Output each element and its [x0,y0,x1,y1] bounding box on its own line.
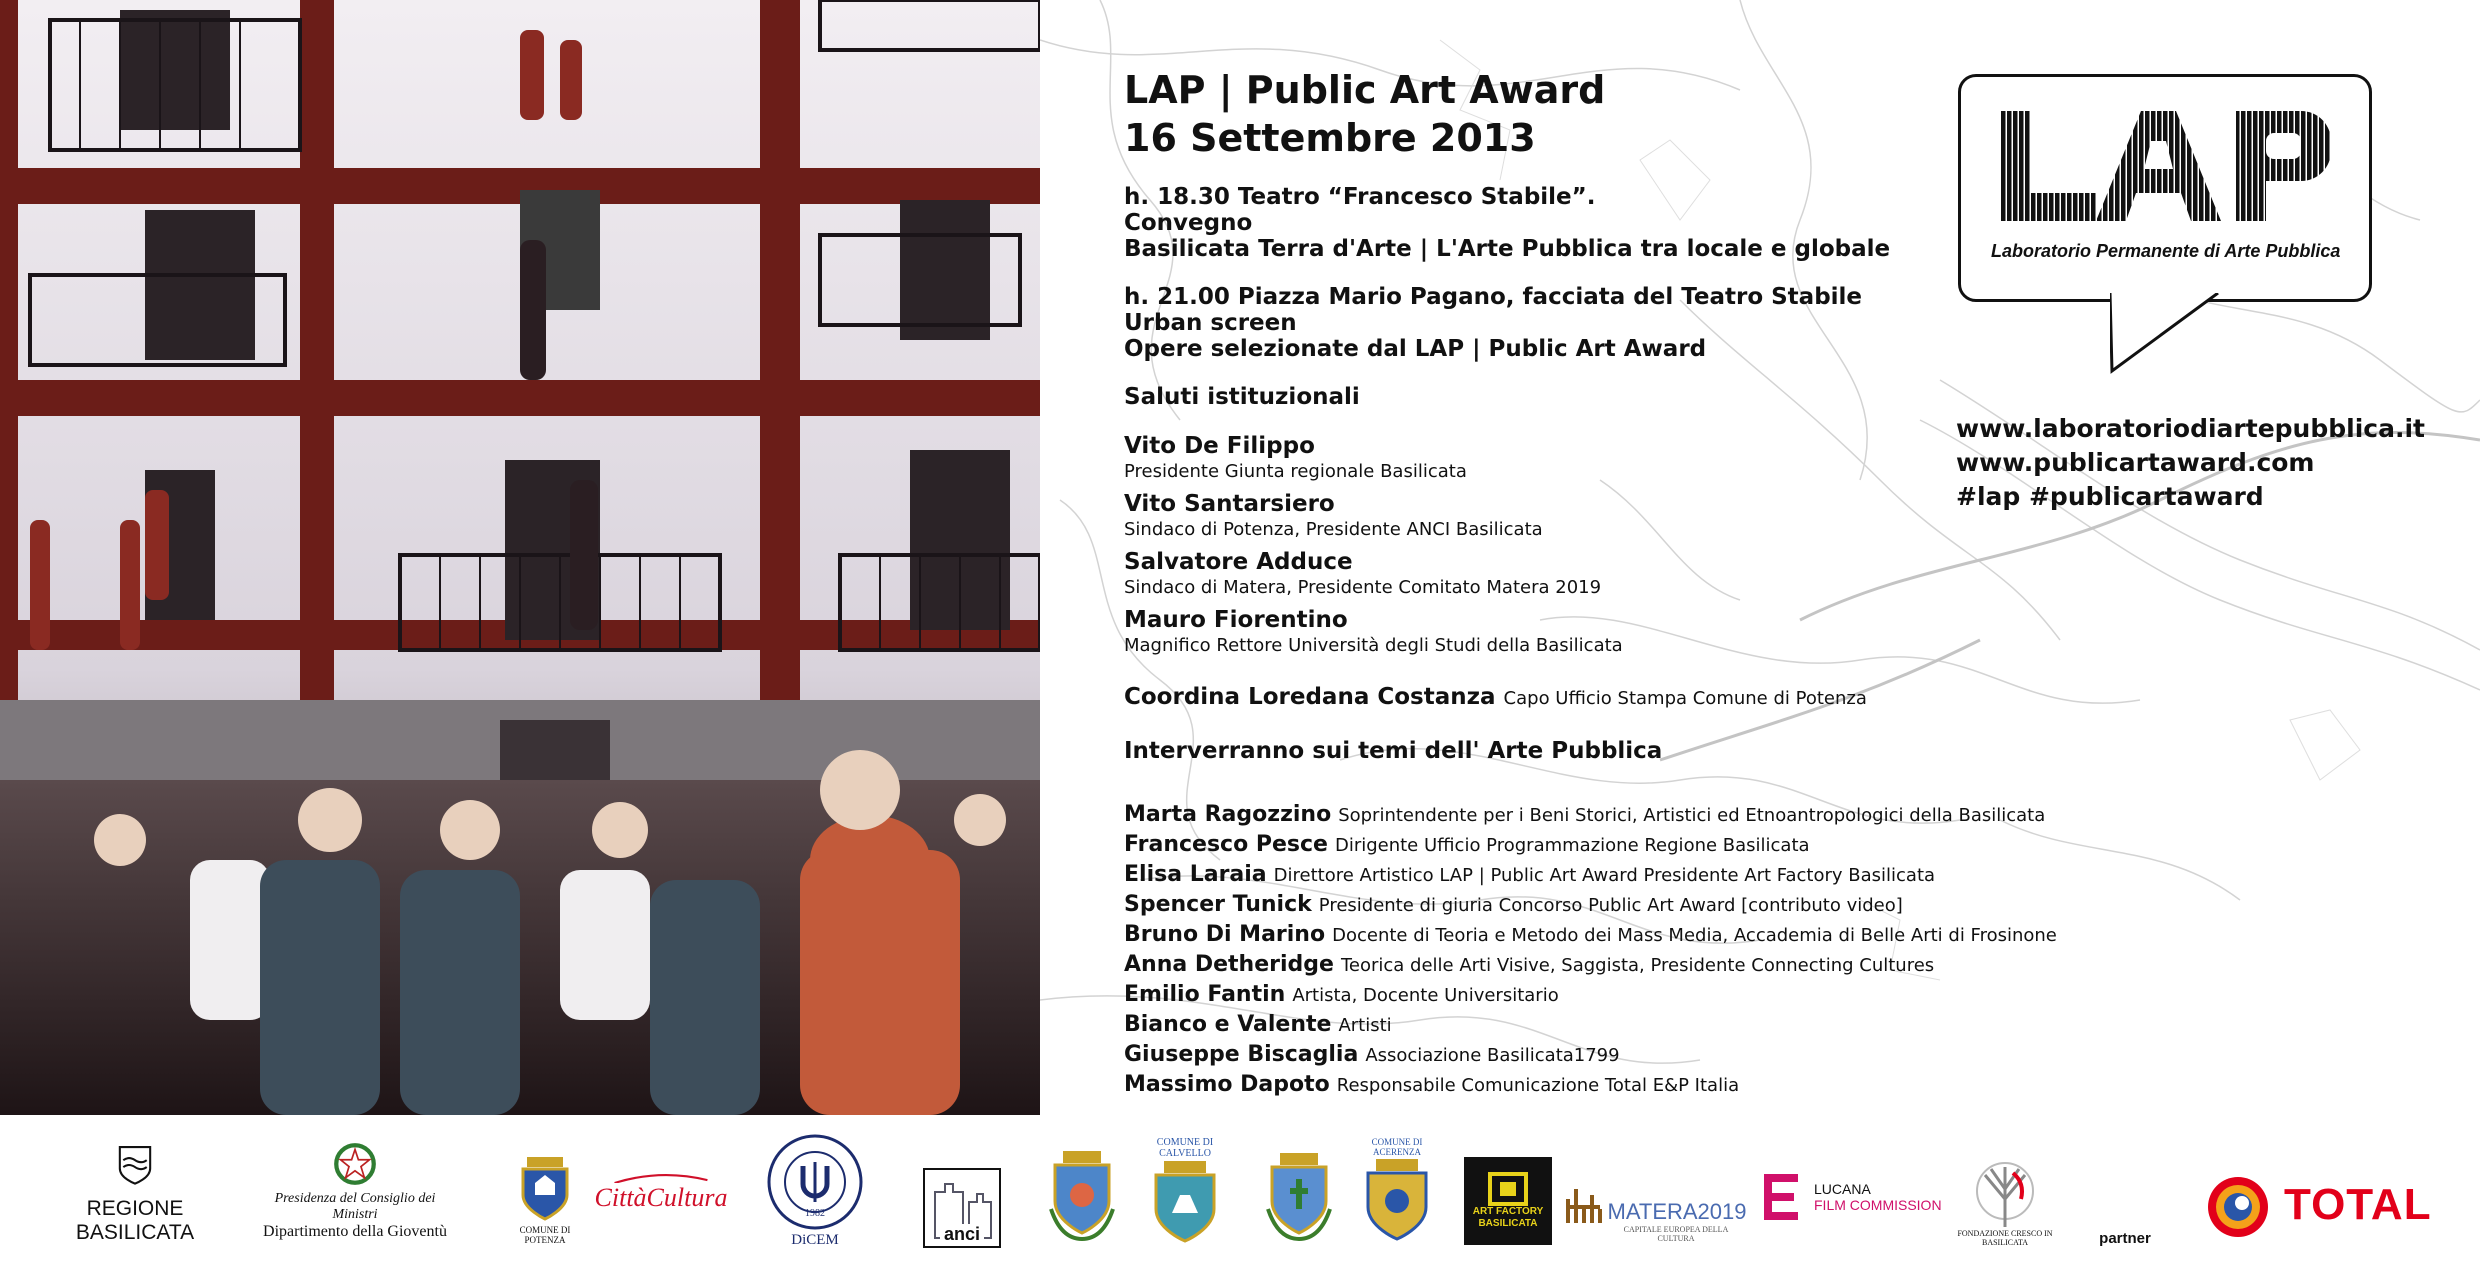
speaker-item [1124,1070,2104,1100]
sponsor-logos-strip [0,1115,2480,1275]
logo-anci [922,1145,1002,1245]
links-block [1956,412,2425,514]
program-text [1124,66,2104,1100]
speaker-item [1124,1040,2104,1070]
session-convegno [1124,184,2104,262]
coordinator [1124,684,2104,710]
person-name: Salvatore Adduce [1124,549,1353,575]
session-line: Convegno [1124,210,1253,236]
speaker-role: Teorica delle Arti Visive, Saggista, Presidente Connecting Cultures [1340,955,1935,976]
coordinator-name: Coordina Loredana Costanza [1124,684,1496,710]
dicem-label: DiCEM [791,1232,839,1248]
event-date: 16 Settembre 2013 [1124,116,1536,160]
session-line: Urban screen [1124,310,1297,336]
logo-regione-basilicata [30,1145,240,1245]
regione-shield-icon [110,1145,160,1185]
person-role: Sindaco di Potenza, Presidente ANCI Basilicata [1124,519,1543,540]
coordinator-role: Capo Ufficio Stampa Comune di Potenza [1503,688,1867,709]
matera-sub-label: CAPITALE EUROPEA DELLA CULTURA [1623,1225,1729,1243]
total-sphere-icon [2200,1169,2276,1241]
bubble-tail [2110,293,2220,375]
person-name: Vito Santarsiero [1124,491,1335,517]
logo-dicem-unibas [760,1129,870,1249]
partner-label [2090,1223,2160,1247]
speaker-role: Responsabile Comunicazione Total E&P Italia [1336,1075,1740,1096]
speaker-role: Dirigente Ufficio Programmazione Regione Basilicata [1334,835,1810,856]
acerenza-label: COMUNE DI ACERENZA [1371,1137,1423,1157]
calvello-label: COMUNE DI CALVELLO [1156,1137,1214,1159]
speaker-item [1124,1010,2104,1040]
logo-comune-crest [1045,1147,1119,1243]
matera-mark-icon [1566,1185,1602,1225]
saluti-item [1124,548,2104,600]
person-role: Magnifico Rettore Università degli Studi della Basilicata [1124,635,1623,656]
regione-label: REGIONE BASILICATA [75,1197,195,1244]
speaker-role: Direttore Artistico LAP | Public Art Award Presidente Art Factory Basilicata [1273,865,1936,886]
potenza-label: COMUNE DI POTENZA [519,1225,571,1245]
speakers-list [1124,800,2104,1100]
speaker-item [1124,860,2104,890]
lap-wordmark [2001,111,2331,221]
dicem-year: 1982 [805,1208,825,1219]
acerenza-crest-icon [1360,1157,1434,1247]
speaker-name: Emilio Fantin [1124,982,1286,1007]
presidenza-line1: Presidenza del Consiglio dei Ministri [274,1191,436,1222]
speaker-name: Giuseppe Biscaglia [1124,1042,1359,1067]
speaker-role: Artisti [1338,1015,1392,1036]
logo-citta-cultura [586,1173,736,1213]
speaker-name: Elisa Laraia [1124,862,1267,887]
art-factory-label: ART FACTORY BASILICATA [1472,1206,1544,1229]
speaker-item [1124,830,2104,860]
citta-cultura-label: CittàCultura [594,1183,728,1212]
total-label: TOTAL [2284,1180,2432,1229]
speaker-name: Spencer Tunick [1124,892,1312,917]
logo-comune-calvello [1130,1135,1240,1245]
potenza-crest-icon [517,1155,573,1221]
calvello-crest-icon [1150,1159,1220,1245]
speaker-item [1124,800,2104,830]
italian-emblem-icon [328,1141,382,1187]
event-photo [0,0,1040,1115]
matera-label: MATERA2019 [1607,1199,1747,1224]
anci-label: anci [940,1224,984,1245]
speaker-role: Associazione Basilicata1799 [1365,1045,1620,1066]
speaker-item [1124,920,2104,950]
municipal-crest-icon [1264,1151,1334,1243]
lap-subtitle: Laboratorio Permanente di Arte Pubblica [1991,241,2341,261]
saluti-heading: Saluti istituzionali [1124,384,1360,410]
website-link-award[interactable]: www.publicartaward.com [1956,448,2315,477]
lucana-e-icon [1762,1172,1800,1222]
logo-comune-acerenza [1352,1137,1442,1247]
speaker-item [1124,890,2104,920]
lucana-line2: FILM COMMISSION [1814,1197,1942,1213]
logo-art-factory [1464,1157,1552,1245]
matera-row [1566,1185,1747,1225]
logo-comune-crest [1262,1149,1336,1243]
logo-comune-potenza [500,1153,590,1245]
lap-logo [1958,74,2372,302]
speaker-name: Francesco Pesce [1124,832,1328,857]
interventi-heading: Interverranno sui temi dell' Arte Pubblica [1124,738,1663,764]
speaker-name: Anna Detheridge [1124,952,1334,977]
citta-cultura-arc [586,1173,736,1183]
website-link-lap[interactable]: www.laboratoriodiartepubblica.it [1956,414,2425,443]
lucana-text [1814,1181,1942,1213]
speaker-item [1124,950,2104,980]
hashtags: #lap #publicartaward [1956,482,2264,511]
event-title: LAP | Public Art Award [1124,68,1606,112]
logo-total [2200,1165,2460,1245]
speaker-name: Massimo Dapoto [1124,1072,1330,1097]
speaker-name: Marta Ragozzino [1124,802,1332,827]
university-seal-icon [765,1132,865,1232]
saluti-item [1124,606,2104,658]
logo-presidenza-consiglio [255,1141,455,1241]
speaker-item [1124,980,2104,1010]
speaker-role: Docente di Teoria e Metodo dei Mass Media, Accademia di Belle Arti di Frosinone [1332,925,2057,946]
lucana-line1: LUCANA [1814,1181,1871,1197]
session-line: Opere selezionate dal LAP | Public Art Award [1124,336,1707,362]
session-line: h. 18.30 Teatro “Francesco Stabile”. [1124,184,1596,210]
fondazione-label: FONDAZIONE CRESCO IN BASILICATA [1957,1229,2053,1247]
partner-text: partner [2099,1230,2151,1247]
person-role: Sindaco di Matera, Presidente Comitato Matera 2019 [1124,577,1602,598]
session-line: Basilicata Terra d'Arte | L'Arte Pubblica tra locale e globale [1124,236,1891,262]
speaker-name: Bruno Di Marino [1124,922,1326,947]
logo-matera-2019 [1576,1173,1747,1243]
presidenza-line2: Dipartimento della Gioventù [263,1223,447,1240]
art-factory-icon [1486,1172,1530,1206]
person-role: Presidente Giunta regionale Basilicata [1124,461,1467,482]
fondazione-tree-icon [1973,1159,2037,1229]
logo-lucana-film-commission [1762,1169,1952,1225]
person-name: Vito De Filippo [1124,433,1315,459]
session-line: h. 21.00 Piazza Mario Pagano, facciata del Teatro Stabile [1124,284,1863,310]
person-name: Mauro Fiorentino [1124,607,1348,633]
municipal-crest-icon [1047,1149,1117,1243]
logo-fondazione-cresco [1955,1143,2055,1247]
session-urban-screen [1124,284,2104,362]
speaker-role: Artista, Docente Universitario [1292,985,1559,1006]
speaker-name: Bianco e Valente [1124,1012,1332,1037]
speaker-role: Presidente di giuria Concorso Public Art Award [contributo video] [1318,895,1903,916]
speaker-role: Soprintendente per i Beni Storici, Artistici ed Etnoantropologici della Basilicata [1338,805,2046,826]
